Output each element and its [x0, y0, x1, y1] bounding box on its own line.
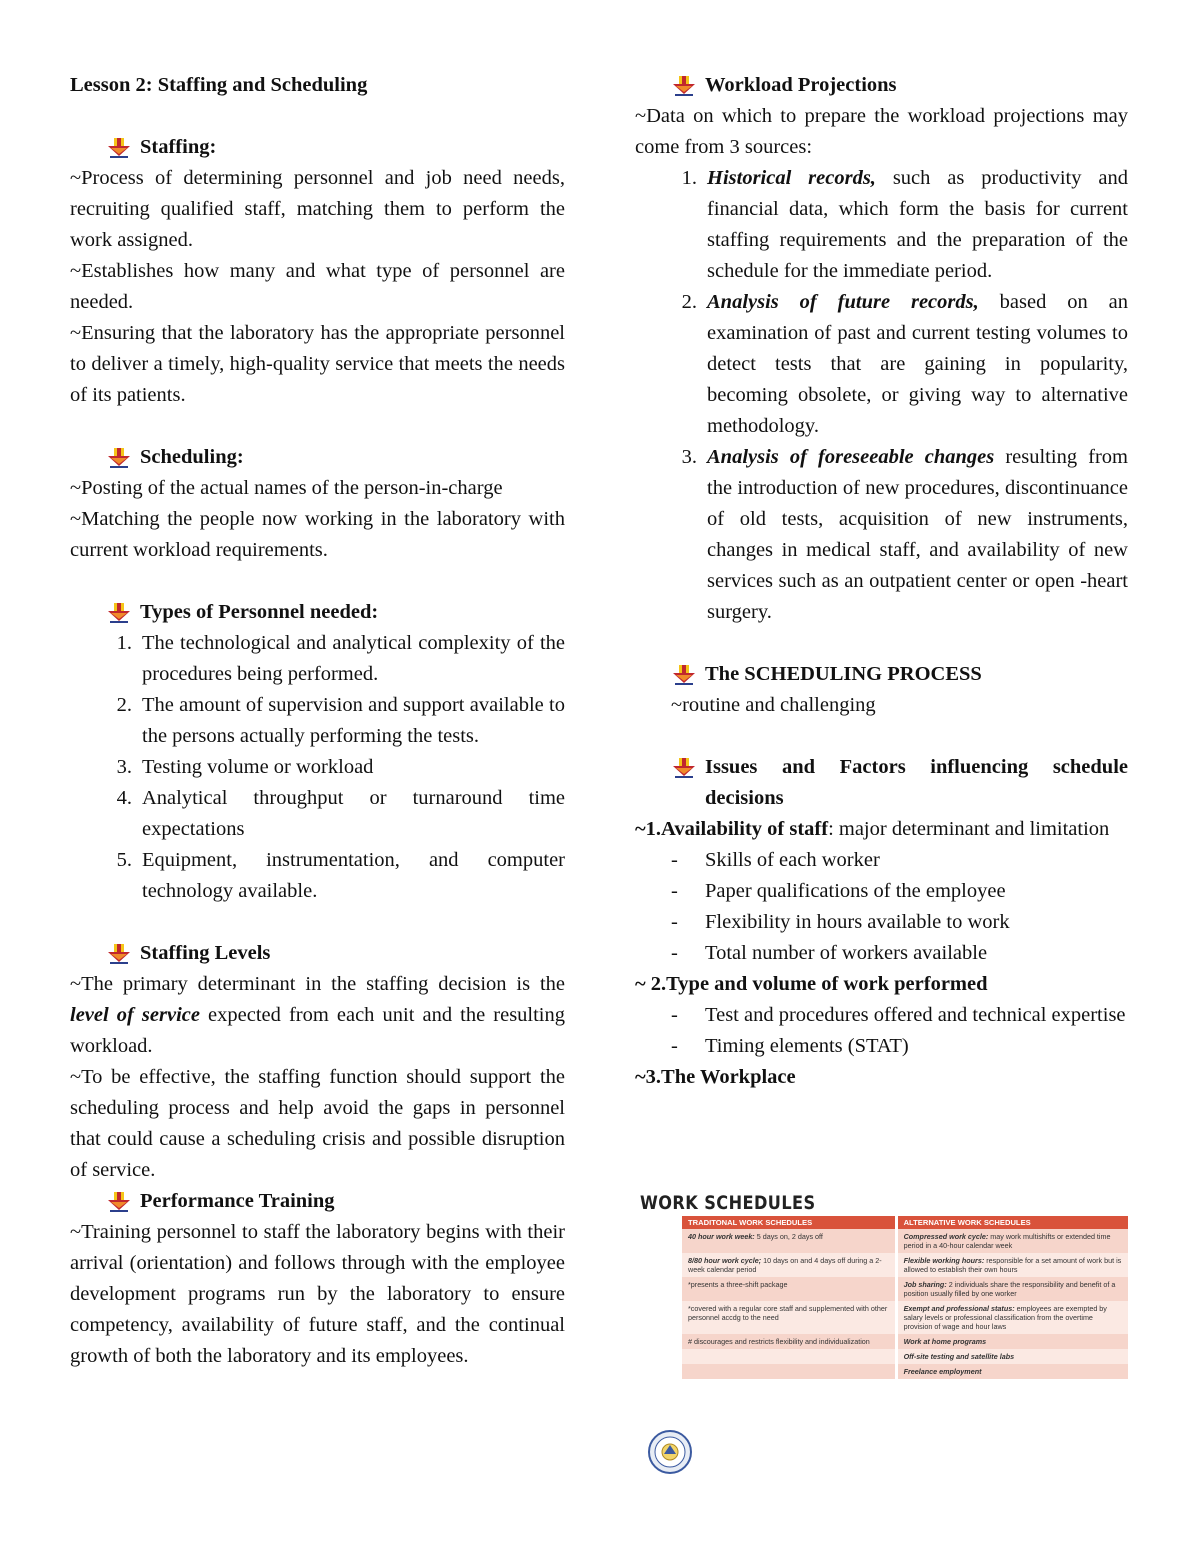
list-item: - Total number of workers available [671, 942, 988, 964]
types-list [70, 628, 565, 907]
scheduling-heading: Scheduling: [70, 442, 565, 473]
list-item: 1. Historical records, such as productivity and financial data, which form the basis for current staffing requirements and the preparation of the schedule for the immediate period. [681, 167, 1128, 282]
table-row: *covered with a regular core staff and supplemented with other personnel accdg to the need Exempt and professional status: employees are exempted by salary levels or professional classification from the overtime provision of wage and hour laws [682, 1301, 1128, 1334]
factor-2-list [635, 1000, 1128, 1062]
school-seal-icon [648, 1430, 692, 1474]
workload-sources-list [635, 163, 1128, 628]
work-schedules-table [682, 1216, 1128, 1379]
list-item: - Skills of each worker [671, 849, 880, 871]
down-arrow-bullet-icon [106, 132, 140, 163]
factor-1-list [635, 845, 1128, 969]
table-header-traditional: TRADITONAL WORK SCHEDULES [682, 1216, 896, 1229]
down-arrow-bullet-icon [106, 938, 140, 969]
right-column [635, 70, 1128, 1093]
table-row: # discourages and restricts flexibility and individualization Work at home programs [682, 1334, 1128, 1349]
staffing-heading: Staffing: [70, 132, 565, 163]
issues-factors-heading: Issues and Factors influencing schedule decisions [635, 752, 1128, 814]
list-item: 2. The amount of supervision and support available to the persons actually performing the tests. [116, 694, 565, 747]
scheduling-paragraph-1: ~Posting of the actual names of the person-in-charge [70, 477, 503, 499]
training-paragraph-1: ~Training personnel to staff the laboratory begins with their arrival (orientation) and follows through with the employee development programs run by the laboratory to ensure competency, availability of future staff, and the continual growth of both the laboratory and its employees. [70, 1221, 565, 1367]
scheduling-paragraph-2: ~Matching the people now working in the laboratory with current workload requirements. [70, 508, 565, 561]
list-item: - Test and procedures offered and technical expertise [671, 1004, 1126, 1026]
list-item: 2. Analysis of future records, based on an examination of past and current testing volumes to detect tests that are gaining in popularity, becoming obsolete, or giving way to alternative methodology. [681, 291, 1128, 437]
down-arrow-bullet-icon [671, 659, 705, 690]
table-row: Freelance employment [682, 1364, 1128, 1379]
down-arrow-bullet-icon [106, 442, 140, 473]
factor-1: ~1.Availability of staff: major determinant and limitation [635, 818, 1110, 840]
levels-paragraph-1: ~The primary determinant in the staffing decision is the level of service expected from each unit and the resulting workload. [70, 973, 566, 1057]
table-row: *presents a three-shift package Job sharing: 2 individuals share the responsibility and benefit of a position usually filled by one worker [682, 1277, 1128, 1301]
list-item: - Paper qualifications of the employee [671, 880, 1006, 902]
down-arrow-bullet-icon [671, 752, 705, 783]
types-heading: Types of Personnel needed: [70, 597, 565, 628]
scheduling-process-paragraph: ~routine and challenging [671, 694, 876, 716]
down-arrow-bullet-icon [106, 1186, 140, 1217]
list-item: 1. The technological and analytical complexity of the procedures being performed. [116, 632, 565, 685]
table-row: 40 hour work week: 5 days on, 2 days off Compressed work cycle: may work multishifts or extended time period in a 40-hour calendar week [682, 1229, 1128, 1253]
work-schedules-figure [640, 1192, 1128, 1478]
levels-paragraph-2: ~To be effective, the staffing function should support the scheduling process and help avoid the gaps in personnel that could cause a scheduling crisis and possible disruption of service. [70, 1066, 565, 1181]
left-column [70, 70, 565, 1372]
down-arrow-bullet-icon [106, 597, 140, 628]
work-schedules-title: WORK SCHEDULES [640, 1192, 816, 1214]
lesson-title: Lesson 2: Staffing and Scheduling [70, 74, 368, 96]
staffing-levels-heading: Staffing Levels [70, 938, 565, 969]
down-arrow-bullet-icon [671, 70, 705, 101]
staffing-paragraph-1: ~Process of determining personnel and job need needs, recruiting qualified staff, matching them to perform the work assigned. [70, 167, 565, 251]
list-item: 5. Equipment, instrumentation, and computer technology available. [116, 849, 565, 902]
list-item: 3. Testing volume or workload [116, 756, 374, 778]
list-item: - Timing elements (STAT) [671, 1035, 909, 1057]
workload-intro: ~Data on which to prepare the workload projections may come from 3 sources: [635, 105, 1128, 158]
scheduling-process-heading: The SCHEDULING PROCESS [635, 659, 1128, 690]
table-row: 8/80 hour work cycle; 10 days on and 4 days off during a 2-week calendar period Flexible working hours: responsible for a set amount of work but is allowed to establish their own hours [682, 1253, 1128, 1277]
factor-3: ~3.The Workplace [635, 1066, 796, 1088]
list-item: 4. Analytical throughput or turnaround time expectations [116, 787, 565, 840]
staffing-paragraph-3: ~Ensuring that the laboratory has the appropriate personnel to deliver a timely, high-quality service that meets the needs of its patients. [70, 322, 565, 406]
table-row: Off-site testing and satellite labs [682, 1349, 1128, 1364]
table-header-alternative: ALTERNATIVE WORK SCHEDULES [896, 1216, 1128, 1229]
performance-training-heading: Performance Training [70, 1186, 565, 1217]
factor-2: ~ 2.Type and volume of work performed [635, 973, 988, 995]
list-item: 3. Analysis of foreseeable changes resulting from the introduction of new procedures, discontinuance of old tests, acquisition of new instruments, changes in medical staff, and availability of new services such as an outpatient center or open -heart surgery. [681, 446, 1129, 623]
staffing-paragraph-2: ~Establishes how many and what type of personnel are needed. [70, 260, 565, 313]
list-item: - Flexibility in hours available to work [671, 911, 1010, 933]
workload-projections-heading: Workload Projections [635, 70, 1128, 101]
